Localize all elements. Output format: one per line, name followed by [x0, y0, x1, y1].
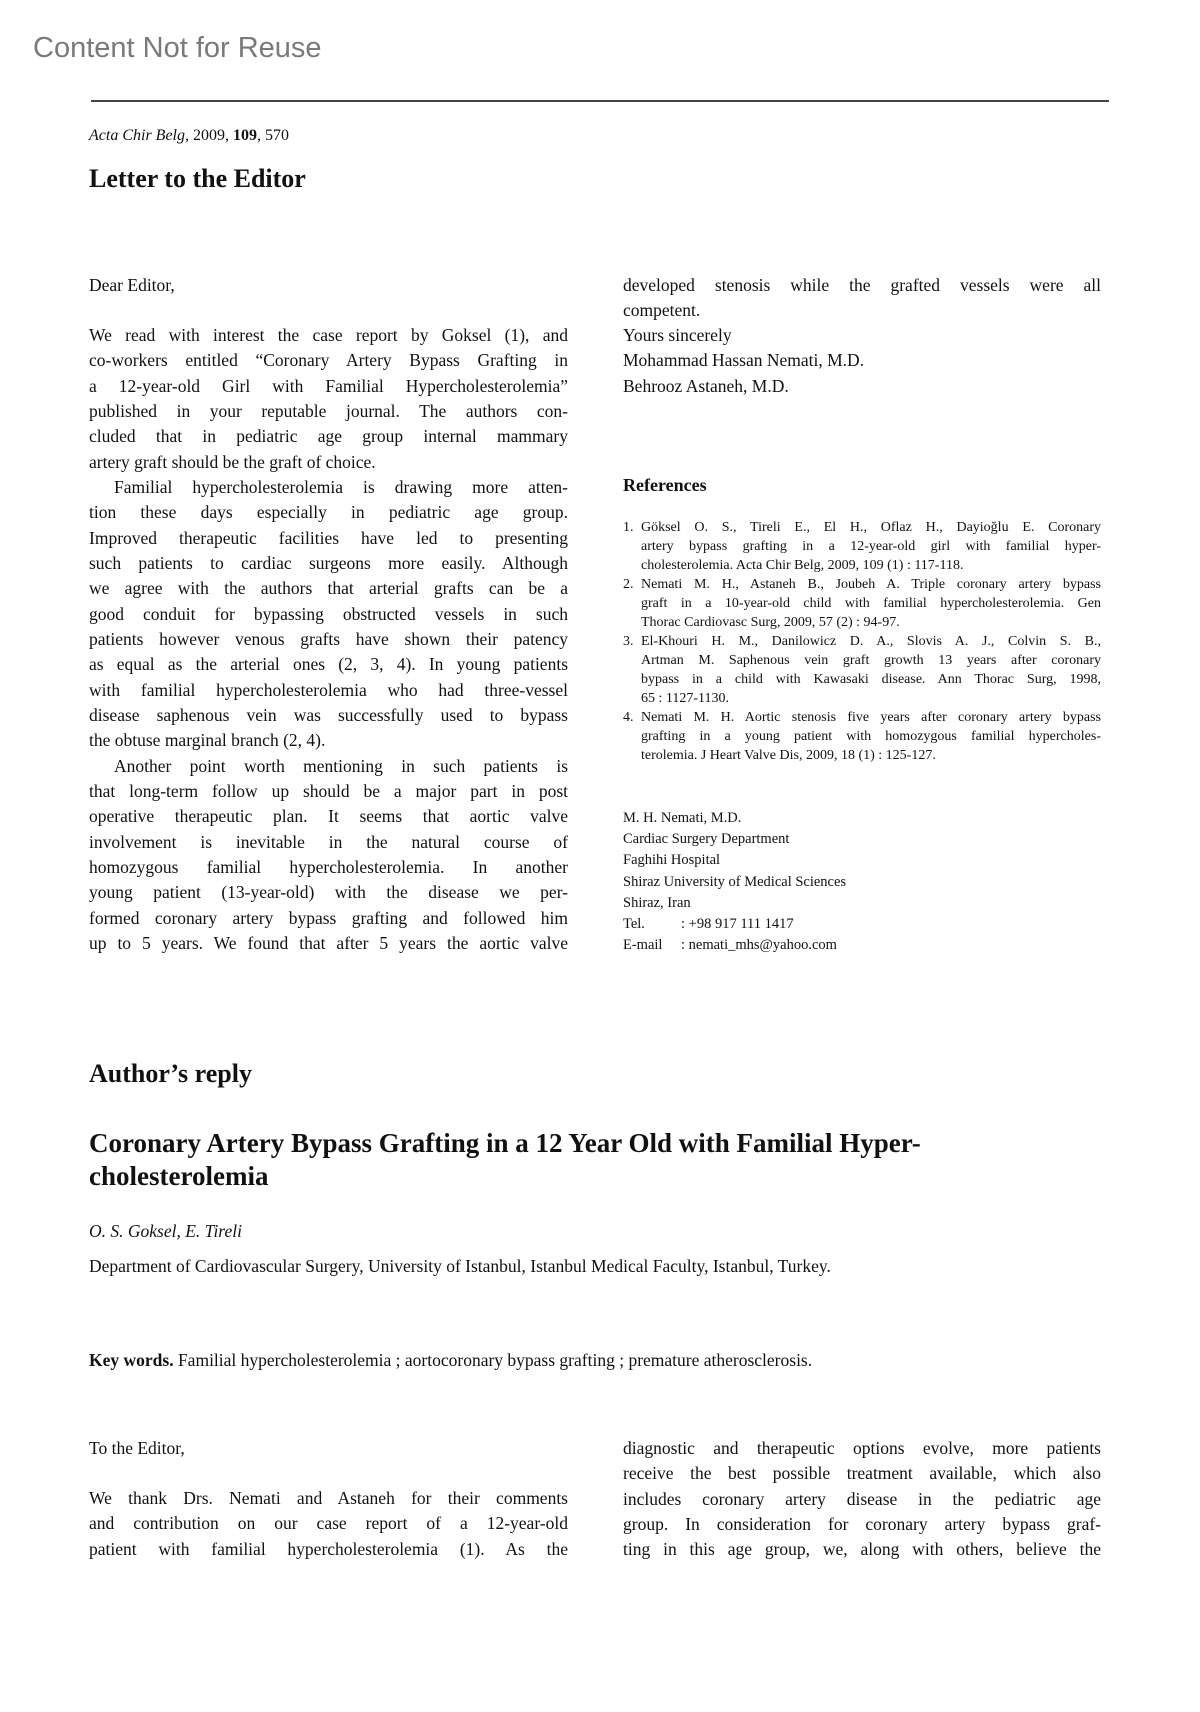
address-line: M. H. Nemati, M.D. — [623, 810, 742, 826]
reference-number: 1. — [623, 520, 634, 535]
paragraph-line: and contribution on our case report of a 12-year-old — [89, 1513, 568, 1534]
address-line: Faghihi Hospital — [623, 852, 721, 869]
paragraph-line: patients however venous grafts have shown their patency — [89, 628, 568, 649]
reference-line: bypass in a child with Kawasaki disease. Ann Thorac Surg, 1998, — [641, 672, 1101, 687]
reference-item — [623, 575, 1101, 632]
paragraph-line: cluded that in pediatric age group internal mammary — [89, 426, 568, 447]
address-line: Shiraz, Iran — [623, 894, 691, 911]
letter-right-column — [623, 273, 1101, 324]
paragraph-line: ting in this age group, we, along with others, believe the — [623, 1539, 1101, 1560]
address-line: Shiraz University of Medical Sciences — [623, 873, 847, 890]
reference-line: Artman M. Saphenous vein graft growth 13 years after coronary — [641, 653, 1101, 668]
paragraph-line: involvement is inevitable in the natural course of — [89, 831, 568, 852]
paragraph-line: young patient (13-year-old) with the disease we per- — [89, 882, 568, 903]
paragraph-line: such patients to cardiac surgeons more easily. Although — [89, 552, 568, 573]
references-heading: References — [623, 475, 707, 495]
paragraph-line: disease saphenous vein was successfully used to bypass — [89, 704, 568, 725]
article-title — [89, 1127, 921, 1193]
letter-left-column — [89, 323, 568, 956]
paragraph-line: up to 5 years. We found that after 5 years the aortic valve — [89, 932, 568, 953]
reply-left-column — [89, 1486, 568, 1562]
reference-line: grafting in a young patient with homozygous familial hypercholes- — [641, 729, 1101, 744]
letter-salutation: Dear Editor, — [89, 275, 175, 295]
paragraph-line: operative therapeutic plan. It seems that aortic valve — [89, 806, 568, 827]
paragraph-line: developed stenosis while the grafted vessels were all — [623, 275, 1101, 295]
reference-item — [623, 708, 1101, 765]
reference-line: El-Khouri H. M., Danilowicz D. A., Slovis A. J., Colvin S. B., — [641, 634, 1101, 649]
signoff-author: Behrooz Astaneh, M.D. — [623, 375, 789, 396]
journal-page: , 570 — [256, 127, 289, 144]
paragraph-line: the obtuse marginal branch (2, 4). — [89, 730, 326, 751]
journal-year: , 2009, — [184, 127, 233, 144]
reference-line: 65 : 1127-1130. — [641, 691, 730, 706]
reference-line: graft in a 10-year-old child with familial hypercholesterolemia. Gen — [641, 596, 1101, 611]
paragraph-line: a 12-year-old Girl with Familial Hypercholesterolemia” — [89, 375, 568, 396]
paragraph-line: co-workers entitled “Coronary Artery Bypass Grafting in — [89, 350, 568, 371]
paragraph-line: patient with familial hypercholesterolemia (1). As the — [89, 1538, 568, 1559]
keywords-label: Key words. — [89, 1350, 174, 1370]
reference-line: terolemia. J Heart Valve Dis, 2009, 18 (1) : 125-127. — [641, 748, 936, 763]
signoff — [623, 323, 1101, 399]
email-label: E-mail — [623, 937, 663, 954]
reference-item — [623, 518, 1101, 575]
paragraph-line: We thank Drs. Nemati and Astaneh for their comments — [89, 1488, 568, 1508]
watermark: Content Not for Reuse — [33, 32, 322, 64]
paragraph-line: We read with interest the case report by Goksel (1), and — [89, 325, 568, 345]
keywords — [89, 1350, 812, 1371]
paragraph-line: that long-term follow up should be a major part in post — [89, 780, 568, 801]
paragraph-line: group. In consideration for coronary artery bypass graf- — [623, 1513, 1101, 1534]
paragraph-line: includes coronary artery disease in the pediatric age — [623, 1488, 1101, 1509]
reference-item — [623, 632, 1101, 708]
paragraph-line: diagnostic and therapeutic options evolve, more patients — [623, 1438, 1101, 1458]
header-rule — [91, 100, 1109, 102]
paragraph-line: artery graft should be the graft of choice. — [89, 451, 376, 472]
article-authors: O. S. Goksel, E. Tireli — [89, 1221, 242, 1241]
reference-line: Göksel O. S., Tireli E., El H., Oflaz H., Dayioğlu E. Coronary — [641, 520, 1101, 535]
article-title-line: Coronary Artery Bypass Grafting in a 12 Year Old with Familial Hyper- — [89, 1128, 921, 1158]
signoff-author: Mohammad Hassan Nemati, M.D. — [623, 350, 865, 371]
paragraph-line: Another point worth mentioning in such patients is — [114, 755, 568, 776]
signoff-line: Yours sincerely — [623, 325, 732, 345]
paragraph-line: good conduit for bypassing obstructed vessels in such — [89, 603, 568, 624]
section-title: Letter to the Editor — [89, 164, 306, 193]
paragraph-line: Familial hypercholesterolemia is drawing more atten- — [114, 476, 568, 497]
reference-line: Nemati M. H. Aortic stenosis five years after coronary artery bypass — [641, 710, 1101, 725]
reference-line: Thorac Cardiovasc Surg, 2009, 57 (2) : 94-97. — [641, 615, 900, 630]
reply-right-column — [623, 1436, 1101, 1563]
affiliation: Department of Cardiovascular Surgery, University of Istanbul, Istanbul Medical Faculty, Istanbul, Turkey. — [89, 1256, 831, 1276]
keywords-text: Familial hypercholesterolemia ; aortocoronary bypass grafting ; premature atherosclerosis. — [173, 1350, 813, 1370]
reference-number: 2. — [623, 577, 634, 592]
paragraph-line: competent. — [623, 300, 701, 321]
tel-value: : +98 917 111 1417 — [681, 915, 794, 932]
reference-line: cholesterolemia. Acta Chir Belg, 2009, 109 (1) : 117-118. — [641, 558, 964, 573]
tel-label: Tel. — [623, 915, 645, 932]
email — [623, 935, 846, 956]
article-title-line: cholesterolemia — [89, 1161, 269, 1191]
telephone — [623, 914, 846, 935]
paragraph-line: Improved therapeutic facilities have led to presenting — [89, 527, 568, 548]
reference-line: Nemati M. H., Astaneh B., Joubeh A. Triple coronary artery bypass — [641, 577, 1101, 592]
reply-heading: Author’s reply — [89, 1059, 252, 1088]
paragraph-line: we agree with the authors that arterial grafts can be a — [89, 578, 568, 599]
author-address — [623, 808, 846, 956]
paragraph-line: formed coronary artery bypass grafting and followed him — [89, 907, 568, 928]
journal-name: Acta Chir Belg — [89, 127, 185, 144]
journal-citation — [89, 127, 289, 145]
reference-number: 4. — [623, 710, 634, 725]
paragraph-line: tion these days especially in pediatric age group. — [89, 502, 568, 523]
reference-number: 3. — [623, 634, 634, 649]
references-list — [623, 518, 1101, 765]
paragraph-line: as equal as the arterial ones (2, 3, 4). In young patients — [89, 654, 568, 675]
email-value[interactable]: : nemati_mhs@yahoo.com — [681, 937, 837, 954]
paragraph-line: homozygous familial hypercholesterolemia. In another — [89, 856, 568, 877]
paragraph-line: with familial hypercholesterolemia who had three-vessel — [89, 679, 568, 700]
paragraph-line: published in your reputable journal. The authors con- — [89, 400, 568, 421]
address-line: Cardiac Surgery Department — [623, 831, 790, 848]
reply-salutation: To the Editor, — [89, 1438, 185, 1458]
paragraph-line: receive the best possible treatment available, which also — [623, 1463, 1101, 1484]
journal-volume: 109 — [232, 127, 257, 144]
reference-line: artery bypass grafting in a 12-year-old girl with familial hyper- — [641, 539, 1101, 554]
